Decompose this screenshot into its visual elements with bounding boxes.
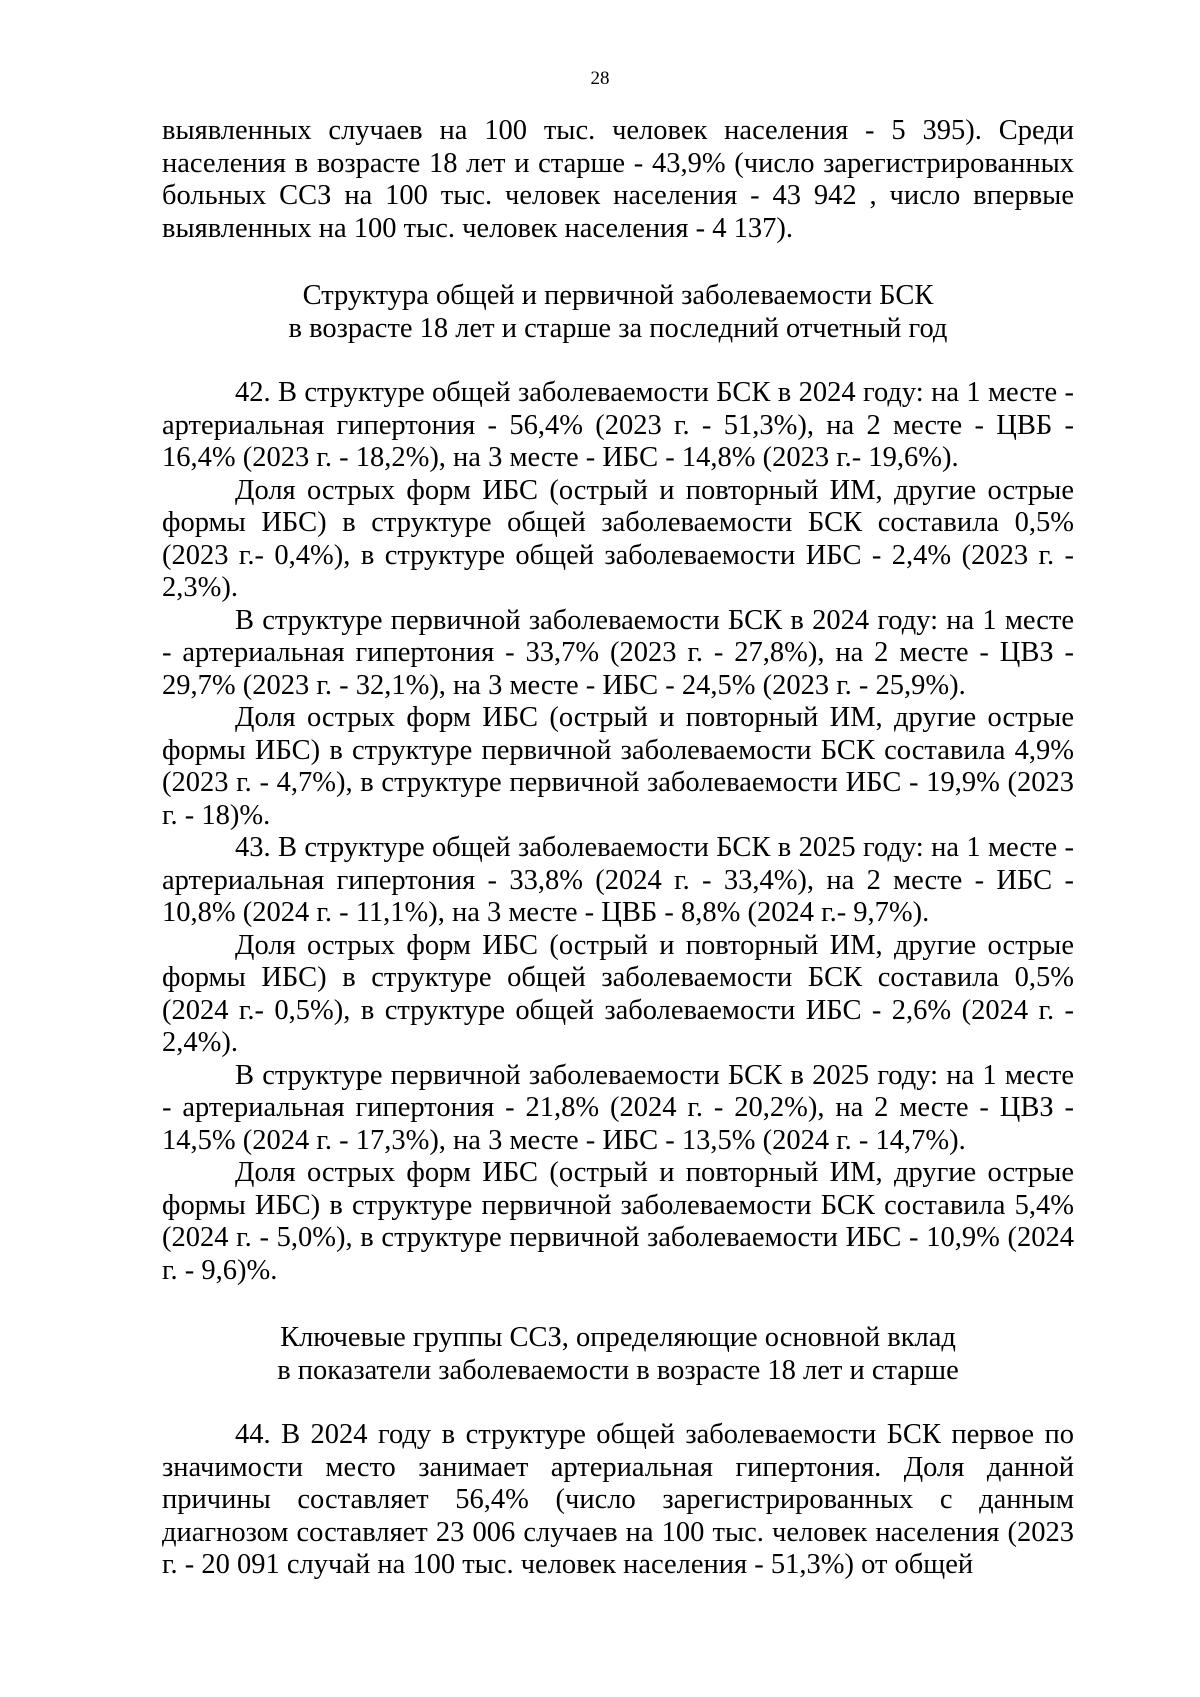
paragraph: В структуре первичной заболеваемости БСК в 2025 году: на 1 месте - артериальная гипертония - 21,8% (2024 г. - 20,2%), на 2 месте - ЦВЗ - 14,5% (2024 г. - 17,3%), на 3 месте - ИБС - 13,5% (2024 г. - 14,7%). xyxy=(162,1059,1074,1156)
paragraph-44: 44. В 2024 году в структуре общей заболеваемости БСК первое по значимости место занимает артериальная гипертония. Доля данной причины составляет 56,4% (число зарегистрированных с данным диагнозом составляет 23 006 случаев на 100 тыс. человек населения (2023 г. - 20 091 случай на 100 тыс. человек населения - 51,3%) от общей xyxy=(162,1419,1074,1580)
paragraph: В структуре первичной заболеваемости БСК в 2024 году: на 1 месте - артериальная гипертония - 33,7% (2023 г. - 27,8%), на 2 месте - ЦВЗ - 29,7% (2023 г. - 32,1%), на 3 месте - ИБС - 24,5% (2023 г. - 25,9%). xyxy=(162,604,1074,701)
paragraph: Доля острых форм ИБС (острый и повторный ИМ, другие острые формы ИБС) в структуре общей заболеваемости БСК составила 0,5% (2023 г.- 0,4%), в структуре общей заболеваемости ИБС - 2,4% (2023 г. - 2,3%). xyxy=(162,474,1074,603)
document-body xyxy=(162,115,1074,1582)
paragraph-intro: выявленных случаев на 100 тыс. человек населения - 5 395). Среди населения в возрасте 18 лет и старше - 43,9% (число зарегистрированных больных ССЗ на 100 тыс. человек населения - 43 942 , число впервые выявленных на 100 тыс. человек населения - 4 137). xyxy=(162,115,1074,244)
paragraph: Доля острых форм ИБС (острый и повторный ИМ, другие острые формы ИБС) в структуре первичной заболеваемости БСК составила 5,4% (2024 г. - 5,0%), в структуре первичной заболеваемости ИБС - 10,9% (2024 г. - 9,6)%. xyxy=(162,1157,1074,1286)
section-heading-key-groups xyxy=(162,1322,1074,1387)
section-heading-structure xyxy=(162,280,1074,345)
heading-line: в возрасте 18 лет и старше за последний отчетный год xyxy=(288,312,948,344)
heading-line: Структура общей и первичной заболеваемости БСК xyxy=(302,280,934,311)
paragraph-42: 42. В структуре общей заболеваемости БСК в 2024 году: на 1 месте - артериальная гипертония - 56,4% (2023 г. - 51,3%), на 2 месте - ЦВБ - 16,4% (2023 г. - 18,2%), на 3 месте - ИБС - 14,8% (2023 г.- 19,6%). xyxy=(162,377,1074,473)
paragraph: Доля острых форм ИБС (острый и повторный ИМ, другие острые формы ИБС) в структуре первичной заболеваемости БСК составила 4,9% (2023 г. - 4,7%), в структуре первичной заболеваемости ИБС - 19,9% (2023 г. - 18)%. xyxy=(162,702,1074,831)
heading-line: в показатели заболеваемости в возрасте 18 лет и старше xyxy=(277,1354,959,1386)
paragraph-43: 43. В структуре общей заболеваемости БСК в 2025 году: на 1 месте - артериальная гипертония - 33,8% (2024 г. - 33,4%), на 2 месте - ИБС - 10,8% (2024 г. - 11,1%), на 3 месте - ЦВБ - 8,8% (2024 г.- 9,7%). xyxy=(162,832,1074,928)
heading-line: Ключевые группы ССЗ, определяющие основной вклад xyxy=(280,1322,956,1353)
paragraph: Доля острых форм ИБС (острый и повторный ИМ, другие острые формы ИБС) в структуре общей заболеваемости БСК составила 0,5% (2024 г.- 0,5%), в структуре общей заболеваемости ИБС - 2,6% (2024 г. - 2,4%). xyxy=(162,929,1074,1058)
page-number: 28 xyxy=(590,68,610,89)
